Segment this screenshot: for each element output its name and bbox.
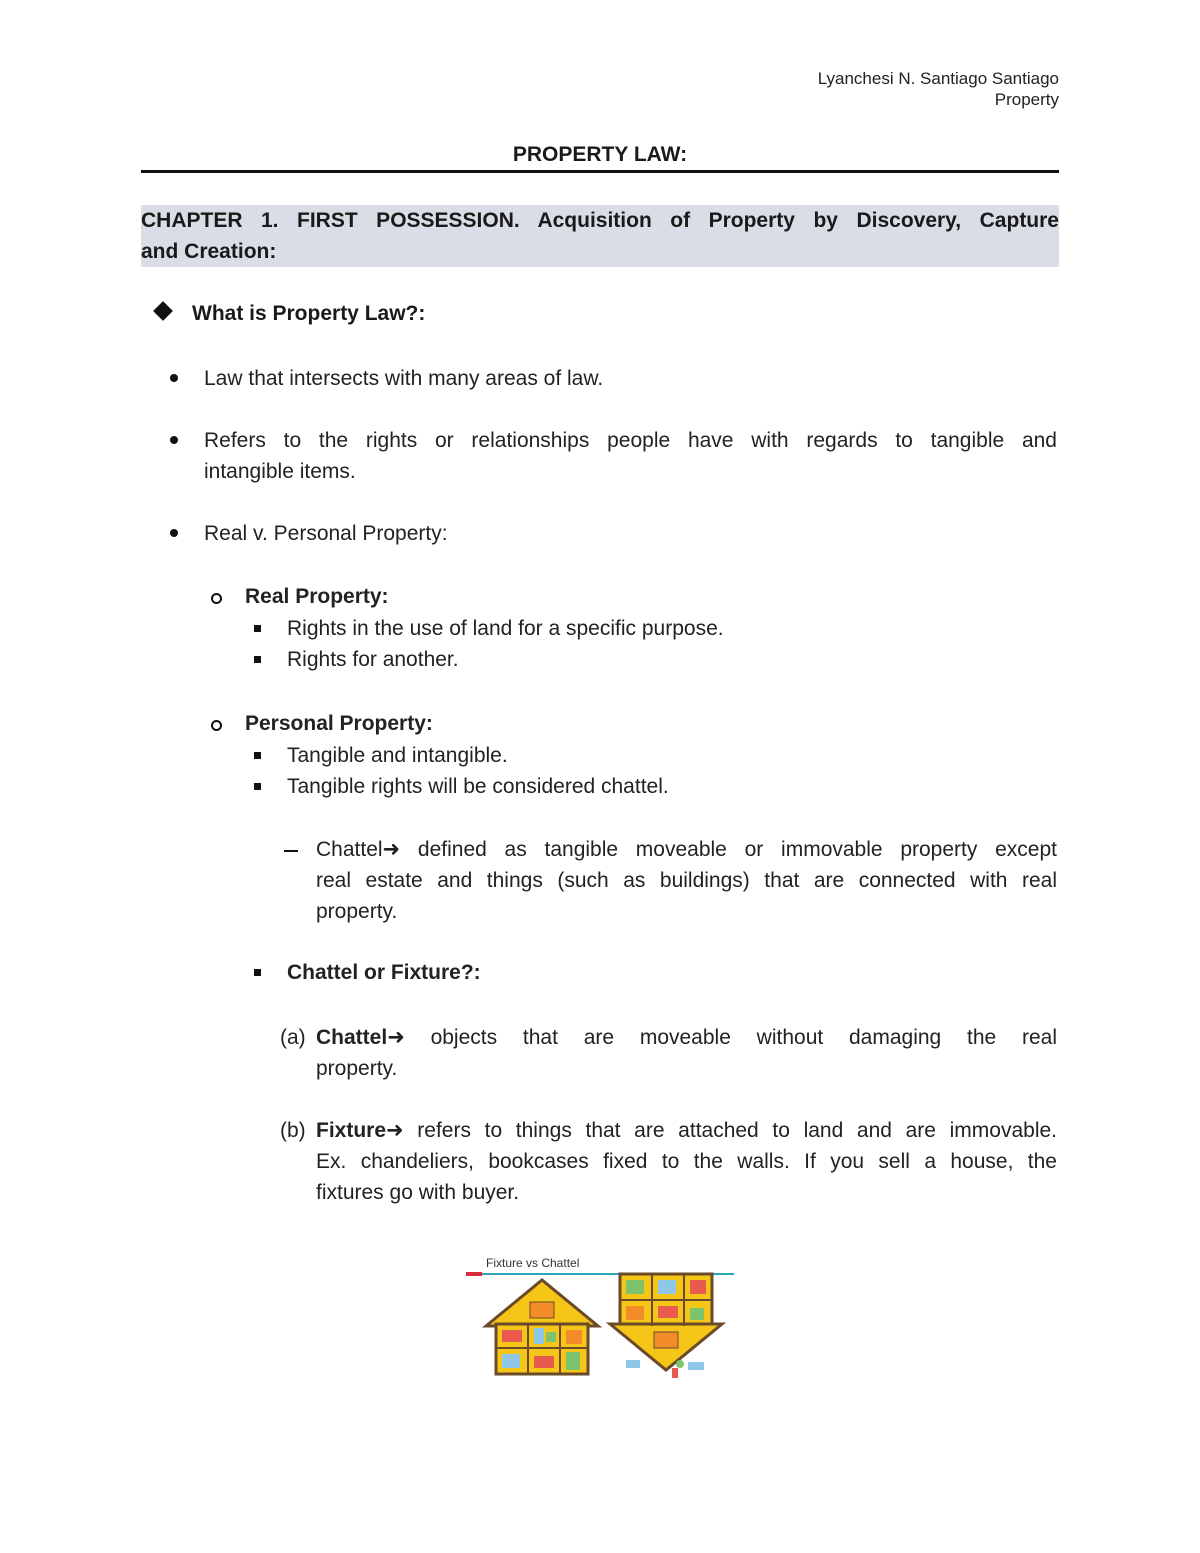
item-a-line-1: Chattel➜ objects that are moveable without damaging the real xyxy=(316,1026,1057,1049)
item-b-line-2: Ex. chandeliers, bookcases fixed to the walls. If you sell a house, the xyxy=(316,1150,1057,1173)
square-bullet-icon xyxy=(254,752,261,759)
arrow-right-icon: ➜ xyxy=(386,1119,404,1142)
circle-bullet-icon xyxy=(211,593,222,604)
square-bullet-icon xyxy=(254,783,261,790)
house-upright-illustration xyxy=(486,1280,598,1374)
item-b-label: (b) xyxy=(280,1119,306,1142)
bullet-1-text: Law that intersects with many areas of law. xyxy=(204,367,604,390)
arrow-right-icon: ➜ xyxy=(382,838,401,861)
personal-property-heading: Personal Property: xyxy=(245,712,433,735)
bullet-3-text: Real v. Personal Property: xyxy=(204,522,448,545)
arrow-right-icon: ➜ xyxy=(387,1026,405,1049)
real-property-item-1: Rights in the use of land for a specific purpose. xyxy=(287,617,724,640)
chattel-term: Chattel xyxy=(316,838,383,861)
item-a-label: (a) xyxy=(280,1026,306,1049)
chapter-heading xyxy=(141,205,1059,267)
chapter-heading-line-1: CHAPTER 1. FIRST POSSESSION. Acquisition of Property by Discovery, Capture xyxy=(141,209,1059,232)
chattel-definition-line-2: real estate and things (such as buildings) that are connected with real xyxy=(316,869,1057,892)
item-b-term: Fixture xyxy=(316,1119,387,1142)
item-a-line-2: property. xyxy=(316,1057,398,1080)
bullet-dot-icon xyxy=(170,529,178,537)
title-rule xyxy=(141,170,1059,173)
real-property-item-2: Rights for another. xyxy=(287,648,459,671)
square-bullet-icon xyxy=(254,625,261,632)
square-bullet-icon xyxy=(254,656,261,663)
document-title: PROPERTY LAW: xyxy=(512,143,688,166)
fixture-vs-chattel-figure xyxy=(464,1252,736,1384)
figure-red-accent xyxy=(466,1272,482,1276)
square-bullet-icon xyxy=(254,969,261,976)
item-b-line-3: fixtures go with buyer. xyxy=(316,1181,520,1204)
diamond-bullet-icon xyxy=(153,301,173,321)
section-heading-text: What is Property Law?: xyxy=(192,302,426,325)
item-a-term: Chattel xyxy=(316,1026,388,1049)
bullet-2-line-1: Refers to the rights or relationships people have with regards to tangible and xyxy=(204,429,1057,452)
circle-bullet-icon xyxy=(211,720,222,731)
dash-bullet-icon xyxy=(284,850,298,852)
header-author: Lyanchesi N. Santiago Santiago xyxy=(817,69,1059,88)
chapter-heading-line-2: and Creation: xyxy=(141,240,277,263)
bullet-dot-icon xyxy=(170,436,178,444)
house-inverted-illustration xyxy=(610,1274,722,1378)
personal-property-item-2: Tangible rights will be considered chattel. xyxy=(287,775,669,798)
real-property-heading: Real Property: xyxy=(245,585,389,608)
item-b-line-1: Fixture➜ refers to things that are attached to land and are immovable. xyxy=(316,1119,1057,1142)
section-heading xyxy=(152,302,425,326)
chattel-definition-line-1: Chattel➜ defined as tangible moveable or immovable property except xyxy=(316,838,1057,861)
bullet-2-line-2: intangible items. xyxy=(204,460,356,483)
page-header xyxy=(818,68,1059,110)
bullet-dot-icon xyxy=(170,374,178,382)
header-subject: Property xyxy=(994,90,1059,109)
chattel-definition-line-3: property. xyxy=(316,900,398,923)
chattel-or-fixture-heading: Chattel or Fixture?: xyxy=(287,961,481,984)
figure-caption: Fixture vs Chattel xyxy=(486,1256,580,1270)
personal-property-item-1: Tangible and intangible. xyxy=(287,744,508,767)
